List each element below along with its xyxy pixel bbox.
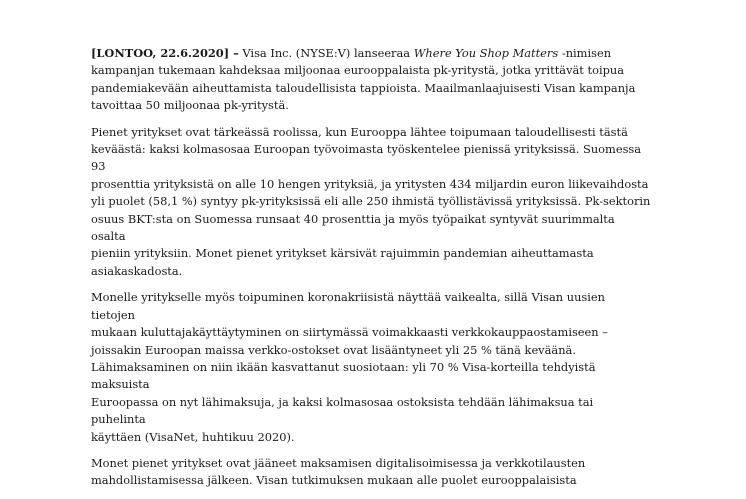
intro-paragraph <box>91 45 651 115</box>
intro-text-end: -nimisen kampanjan tukemaan kahdeksaa miljoonaa eurooppalaista pk-yritystä, jotka yrittävät toipua pandemiakevään aiheuttamista taloudellisista tappioista. Maailmanlaajuisesti Visan kampanja tavoittaa 50 miljoonaa pk-yritystä. <box>91 46 636 113</box>
intro-text-start: Visa Inc. (NYSE:V) lanseeraa <box>238 46 414 60</box>
digitalisation-paragraph: Monet pienet yritykset ovat jääneet maksamisen digitalisoimisessa ja verkkotilausten mahdollistamisessa jälkeen. Visan tutkimuksen mukaan alle puolet eurooppalaisista <box>91 455 586 488</box>
press-release-body <box>91 45 651 499</box>
campaign-name: Where You Shop Matters <box>413 46 559 60</box>
dateline: [LONTOO, 22.6.2020] – <box>91 46 239 60</box>
consumer-behaviour-paragraph: Monelle yritykselle myös toipuminen koronakriisistä näyttää vaikealta, sillä Visan uusien tietojen mukaan kuluttajakäyttäytyminen on siirtymässä voimakkaasti verkkokauppaostamiseen – joissakin Euroopan maissa verkko-ostokset ovat lisääntyneet yli 25 % tänä keväänä. Lähimaksaminen on niin ikään kasvattanut suosiotaan: yli 70 % Visa-korteilla tehdyistä maksuista Euroopassa on nyt lähimaksuja, ja kaksi kolmasosaa ostoksista tehdään lähimaksua tai puhelinta käyttäen (VisaNet, huhtikuu 2020). <box>91 290 608 444</box>
small-business-paragraph: Pienet yritykset ovat tärkeässä roolissa, kun Eurooppa lähtee toipumaan taloudellisesti tästä keväästä: kaksi kolmasosaa Euroopan työvoimasta työskentelee pienissä yrityksissä. Suomessa 93 prosenttia yrityksistä on alle 10 hengen yrityksiä, ja yritysten 434 miljardin euron liikevaihdosta yli puolet (58,1 %) syntyy pk-yrityksissä eli alle 250 ihmistä työllistävissä yrityksissä. Pk-sektorin osuus BKT:sta on Suomessa runsaat 40 prosenttia ja myös työpaikat syntyvät suurimmalta osalta pieniin yrityksiin. Monet pienet yritykset kärsivät rajuimmin pandemian aiheuttamasta asiakaskadosta. <box>91 124 651 278</box>
